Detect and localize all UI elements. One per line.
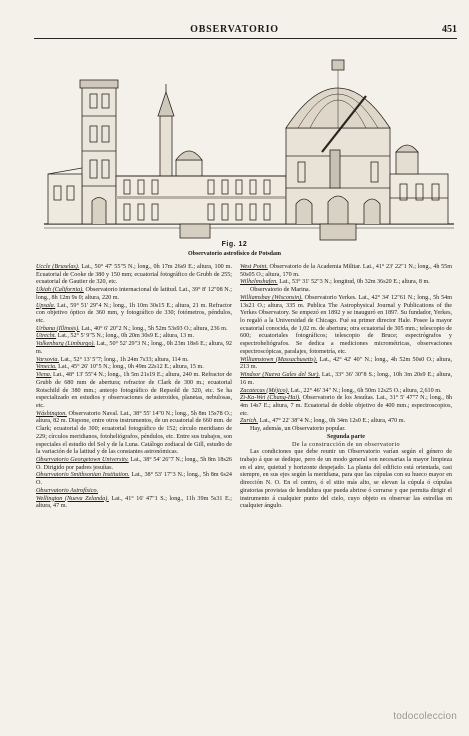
watermark: todocoleccion	[393, 711, 457, 722]
entry-ukiah	[36, 287, 232, 302]
entry-text: Lat., 52° 5' 9"5 N.; long., 0h 20m 30s9 E.; altura, 13 m.	[56, 333, 194, 340]
entry-lead: Zurich.	[240, 418, 258, 425]
entry-west-point	[240, 264, 452, 279]
entry-lead: Zacatecas (Méjico).	[240, 387, 290, 394]
figure-number: Fig. 12	[221, 241, 248, 248]
entry-lead: Uccle (Bruselas).	[36, 264, 80, 270]
entry-valkenburg	[36, 341, 232, 356]
entry-text: Lat., 53° 31' 52"3 N.; longitud, 0h 32m 36s20 E.; altura, 8 m.	[277, 279, 430, 286]
entry-text: Lat., 40° 6' 20"2 N.; long., 5h 52m 53s93 O.; altura, 236 m.	[79, 325, 228, 332]
entry-text: Lat., 59° 51' 29"4 N.; long., 1h 10m 30s15 E.; altura, 21 m. Refractor con objetivo óptico de 360 mm, y fotográfico de 330; fotómetros, péndulos, etc.	[36, 302, 232, 325]
entry-text: Observatorio internacional de latitud. Lat., 39° 8' 12"08 N.; long., 8h 12m 9s 0; altura, 220 m.	[36, 287, 232, 301]
entry-text: Lat., 50° 52' 29"3 N.; long., 0h 23m 18s6 E.; altura, 92 m.	[36, 341, 232, 355]
entry-zurich	[240, 418, 452, 426]
entry-wellington	[36, 496, 232, 511]
entry-text: Lat., 22° 46' 34" N.; long., 6h 50m 12s25 O.; altura, 2,610 m.	[289, 387, 442, 394]
entry-williamsbay	[240, 295, 452, 357]
section-heading: Segunda parte	[326, 433, 366, 440]
entry-lead: Venecia.	[36, 364, 57, 371]
entry-text: Lat., 38° 54' 26"7 N.; long., 5h 8m 18s26 O. Dirigido por padres jesuítas.	[36, 456, 232, 471]
page-number: 451	[442, 24, 457, 35]
entry-lead: Ukiah (California).	[36, 287, 84, 294]
entry-lead: Varsovia.	[36, 356, 60, 363]
entry-text: Lat., 42° 42' 40" N.; long., 4h 52m 50s0 O.; altura, 213 m.	[240, 356, 452, 371]
entry-text: Observatorio de Marina.	[250, 287, 311, 294]
entry-text: Observatorio de la Academia Militar. Lat., 41° 23' 22"1 N.; long., 4h 55m 50s05 O.; altura, 170 m.	[240, 264, 453, 278]
entry-lead: Observatorio Smithsonian Institution.	[36, 472, 130, 479]
entry-marina-note	[240, 287, 452, 295]
entry-windsor	[240, 372, 452, 387]
header-rule	[34, 38, 457, 39]
entry-upsala	[36, 303, 232, 326]
entry-lead: Viena.	[36, 372, 52, 379]
entry-text: Lat., 50° 47' 55"5 N.; long., 0h 17m 26s9 E.; altura, 100 m. Ecuatorial de Cooke de 380 y 150 mm; ecuatorial fotográfico de Grubb de 255; ecuatorial de Gautier de 320, etc.	[36, 264, 232, 286]
entry-text: Lat., 45° 26' 10"5 N.; long., 0h 49m 22s12 E.; altura, 15 m.	[56, 364, 204, 371]
entry-text: Observatorio de los Jesuítas. Lat., 31° 5' 47"7 N.; long., 8h 4m 14s7 E.; altura, 7 m. Ecuatorial de doble objetivo de 400 mm.; espectroscopios, etc.	[240, 395, 453, 417]
entry-lead: Observatorio Georgetown University.	[36, 456, 129, 463]
entry-text: Lat., 33° 36' 30"8 S.; long., 10h 3m 20s9 E.; altura, 16 m.	[240, 372, 452, 386]
entry-smithsonian	[36, 472, 232, 487]
entry-viena	[36, 372, 232, 411]
entry-text: Lat., 48° 13' 55"4 N.; long., 1h 5m 21s19 E.; altura, 240 m. Refractor de Grubb de 680 mm de abertura; refractor de Clark de 300 m.; ecuatorial Rotschild de 380 mm.; anteojo fotográfico de Repsold de 320, etc. Se ha especializado en estudios y observaciones de asteroides, planetas, nebulosas, etc.	[36, 372, 232, 409]
entry-lead: Williamsbay (Wisconsin).	[240, 294, 303, 301]
entry-lead: Wellington (Nueva Zelanda).	[36, 495, 109, 502]
entry-uccle	[36, 264, 232, 287]
entry-astrofisico	[36, 488, 232, 496]
section-paragraph: Las condiciones que debe reunir un Observatorio varían según el género de trabajo á que se dedique, pero de un modo general son necesarias la mayor limpieza en el aire, quietud y horizonte despejado. La planta del edificio está orientada, casi siempre, en sus ejes según la meridiana, para que las cúpulas con su hueco mayor en dirección N. O. En el centro, ó el sitio más alto, se elevan la cúpula ó cúpulas giratorias provistas de hendidura que pueda abrirse ó cerrarse y que permita dirigir el instrumento á cualquier punto del cielo, cuyo objeto es observar las estrellas en cualquier ángulo.	[240, 449, 452, 510]
entry-text: Lat., 41° 16' 47"1 S.; long., 11h 39m 5s31 E.; altura, 47 m.	[36, 495, 232, 510]
entry-lead: Zi-Ka-Wei (Chang-Hai).	[240, 395, 301, 402]
entry-zi-ka-wei	[240, 395, 452, 418]
entry-lead: Wáshington.	[36, 410, 67, 417]
entry-lead: Utrecht.	[36, 333, 57, 340]
observatory-cross-section-engraving	[40, 56, 458, 246]
entry-text: Hay, además, un Observatorio popular.	[250, 426, 346, 433]
entry-lead: Upsala.	[36, 302, 56, 309]
entry-lead: Wilhelmshafen.	[240, 279, 278, 286]
entry-venecia	[36, 364, 232, 372]
running-title: OBSERVATORIO	[190, 24, 279, 35]
entry-lead: West Point.	[240, 264, 268, 270]
figure-caption: Observatorio astrofísico de Potsdam	[187, 251, 282, 257]
entry-text: Observatorio Naval. Lat., 38° 55' 14"0 N.; long., 5h 8m 15s78 O.; altura, 82 m. Dispone, entre otros instrumentos, de un ecuatorial de 660 mm. de Clark; ecuatorial de 300; ecuatorial fotográfico de 152; círculo meridiano de 229; círculos meridianos, fotoheliógrafos, péndulos, etc. Entre sus trabajos, son especiales el estudio del Sol y de la Luna. Catálogo zodiacal de Gill, estudio de la variación de la latitud y de las constantes astronómicas.	[36, 410, 232, 456]
entry-georgetown	[36, 457, 232, 472]
entry-lead: Valkenburg (Limburgo).	[36, 341, 95, 348]
section-subheading: De la construcción de un observatorio	[291, 441, 401, 448]
entry-lead: Observatorio Astrofísico.	[36, 487, 99, 494]
entry-text: Lat., 38° 53' 17"3 N.; long., 5h 8m 6s24 O.	[36, 472, 232, 487]
entry-text: Lat., 52° 13' 5"7; long., 1h 24m 7s33; altura, 114 m.	[59, 356, 189, 363]
entry-text: Observatorio Yerkes. Lat., 42° 34' 12"61 N.; long., 5h 54m 13s21 O.; altura, 335 m. Publica The Astrophysical Journal y Publications of the Yerkes Observatory. Se empezó en 1892 y se inauguró en 1897. Su fundador, Yerkes, lo regaló a la Universidad de Chicago. Fué su primer director Hale. Posee la mayor ecuatorial conocida, de 1,02 m. de abertura; otra ecuatorial de 305 mm.; telescopio de 600; ecuatoriales fotográficos; telescopio de Bruce; espectrógrafos y espectroheliógrafos. Se dedica a mediciones micrométricas, observaciones espectroscópicas, paralajes, fotometría, etc.	[240, 294, 452, 355]
right-text-column	[240, 264, 452, 511]
entry-lead: Urbana (Illinois).	[36, 325, 80, 332]
entry-wilhelmshafen	[240, 279, 452, 287]
entry-williamstown	[240, 357, 452, 372]
entry-washington	[36, 411, 232, 457]
entry-popular-note	[240, 426, 452, 434]
entry-lead: Williamstown (Massachusetts).	[240, 356, 318, 363]
left-text-column	[36, 264, 232, 511]
entry-text: Lat., 47° 22' 38"4 N.; long., 0h 34m 12s0 E.; altura, 470 m.	[257, 418, 406, 425]
entry-lead: Windsor (Nueva Gales del Sur).	[240, 372, 320, 379]
